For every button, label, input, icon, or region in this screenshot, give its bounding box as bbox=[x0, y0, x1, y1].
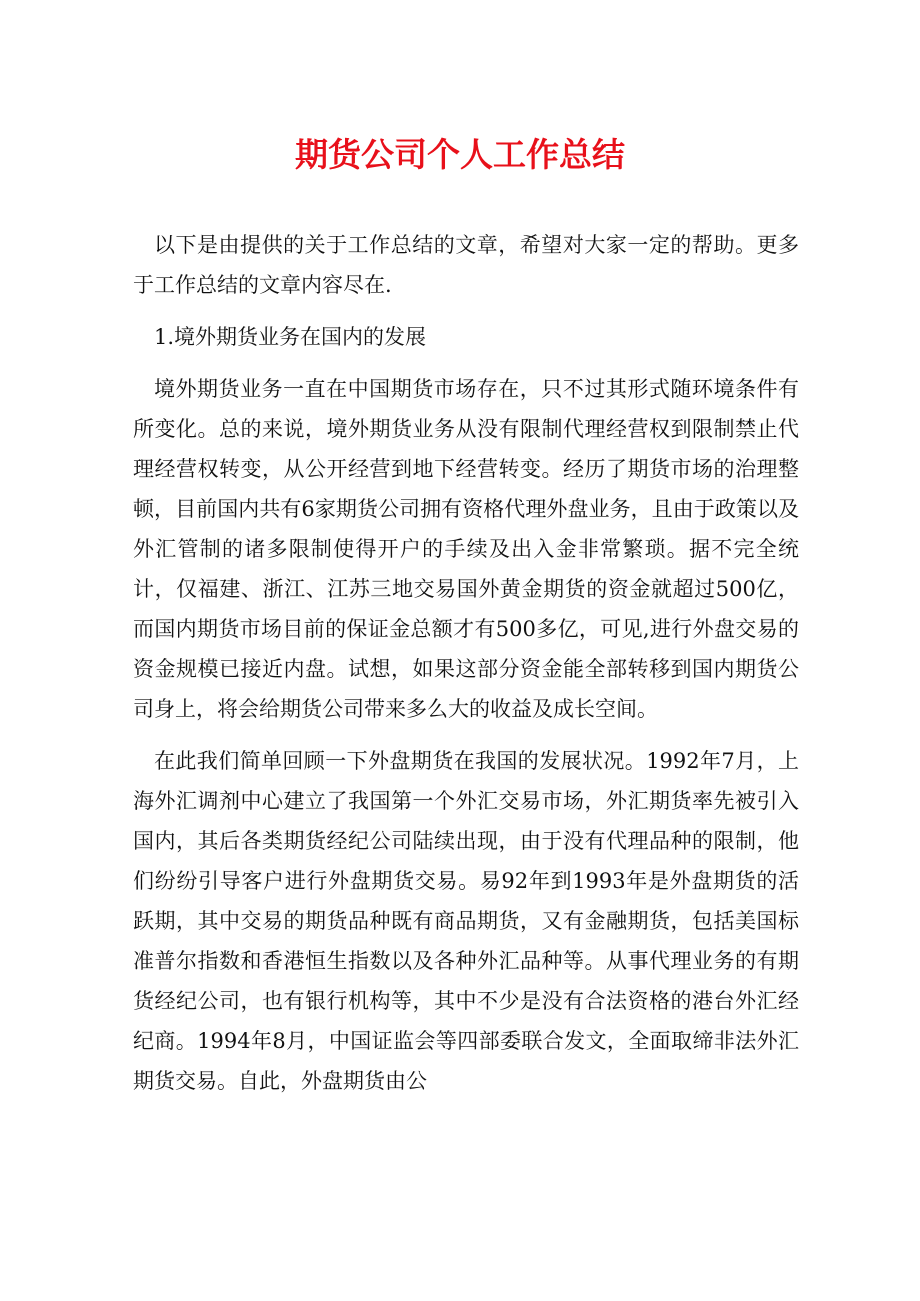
body-paragraph: 境外期货业务一直在中国期货市场存在，只不过其形式随环境条件有所变化。总的来说，境外期货业务从没有限制代理经营权到限制禁止代理经营权转变，从公开经营到地下经营转变。经历了期货市场的治理整顿，目前国内共有6家期货公司拥有资格代理外盘业务，且由于政策以及外汇管制的诸多限制使得开户的手续及出入金非常繁琐。据不完全统计，仅福建、浙江、江苏三地交易国外黄金期货的资金就超过500亿，而国内期货市场目前的保证金总额才有500多亿，可见,进行外盘交易的资金规模已接近内盘。试想，如果这部分资金能全部转移到国内期货公司身上，将会给期货公司带来多么大的收益及成长空间。 bbox=[133, 377, 799, 721]
document-title: 期货公司个人工作总结 bbox=[295, 135, 625, 174]
document-body bbox=[133, 225, 799, 1113]
body-paragraph: 在此我们简单回顾一下外盘期货在我国的发展状况。1992年7月，上海外汇调剂中心建立了我国第一个外汇交易市场，外汇期货率先被引入国内，其后各类期货经纪公司陆续出现，由于没有代理品种的限制，他们纷纷引导客户进行外盘期货交易。易92年到1993年是外盘期货的活跃期，其中交易的期货品种既有商品期货，又有金融期货，包括美国标准普尔指数和香港恒生指数以及各种外汇品种等。从事代理业务的有期货经纪公司，也有银行机构等，其中不少是没有合法资格的港台外汇经纪商。1994年8月，中国证监会等四部委联合发文，全面取缔非法外汇期货交易。自此，外盘期货由公 bbox=[133, 749, 799, 1093]
section-heading: 1.境外期货业务在国内的发展 bbox=[154, 325, 427, 349]
intro-paragraph: 以下是由提供的关于工作总结的文章，希望对大家一定的帮助。更多于工作总结的文章内容尽在. bbox=[133, 233, 799, 297]
